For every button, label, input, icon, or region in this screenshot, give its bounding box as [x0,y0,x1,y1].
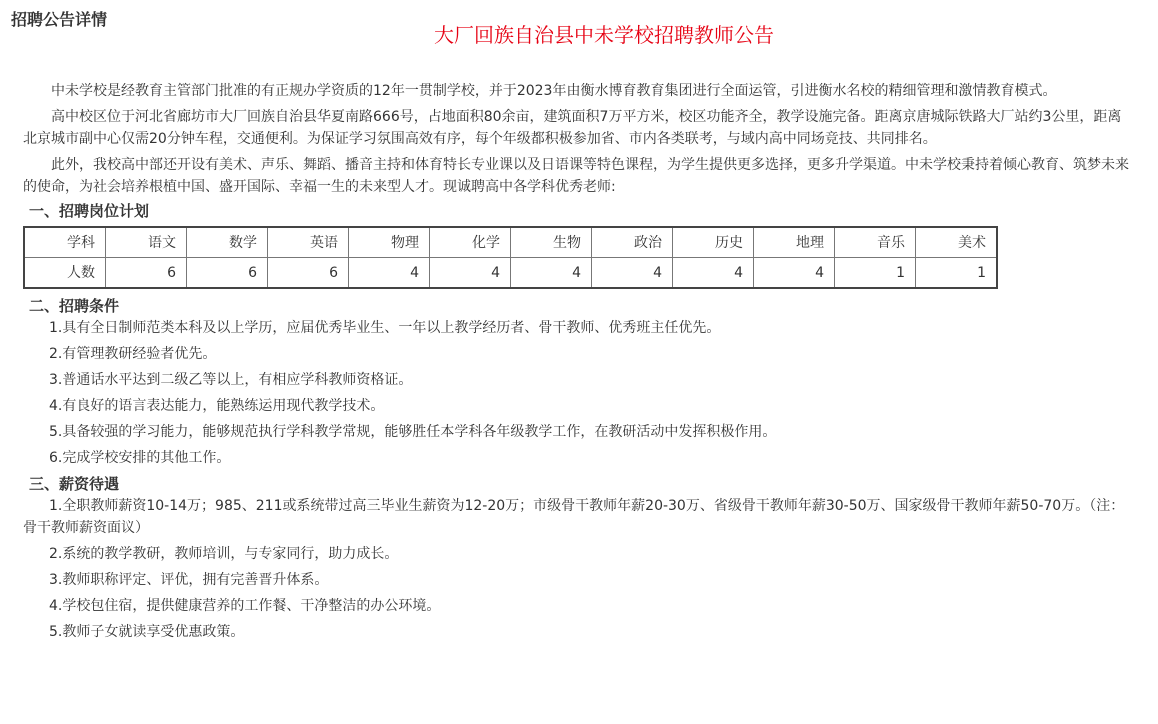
page-label: 招聘公告详情 [11,10,108,29]
table-cell: 1 [916,258,998,289]
table-header-count: 人数 [24,258,106,289]
table-cell: 4 [430,258,511,289]
intro-paragraph-3: 此外，我校高中部还开设有美术、声乐、舞蹈、播音主持和体育特长专业课以及日语课等特色课程，为学生提供更多选择，更多升学渠道。中未学校秉持着倾心教育、筑梦未来的使命，为社会培养根植中国、盛开国际、幸福一生的未来型人才。现诚聘高中各学科优秀老师: [23,157,1129,195]
table-cell: 4 [673,258,754,289]
table-cell: 数学 [187,227,268,258]
salary-item-3: 3.教师职称评定、评优，拥有完善晋升体系。 [49,572,329,588]
table-cell: 4 [754,258,835,289]
table-cell: 物理 [349,227,430,258]
intro-paragraph-1: 中未学校是经教育主管部门批准的有正规办学资质的12年一贯制学校，并于2023年由衡水博育教育集团进行全面运管，引进衡水名校的精细管理和激情教育模式。 [51,83,1057,99]
table-cell: 4 [511,258,592,289]
table-header-subject: 学科 [24,227,106,258]
requirement-item-6: 6.完成学校安排的其他工作。 [49,450,231,466]
table-cell: 1 [835,258,916,289]
salary-item-4: 4.学校包住宿，提供健康营养的工作餐、干净整洁的办公环境。 [49,598,441,614]
announcement-article [23,20,1135,647]
table-cell: 4 [349,258,430,289]
requirement-item-1: 1.具有全日制师范类本科及以上学历，应届优秀毕业生、一年以上教学经历者、骨干教师、优秀班主任优先。 [49,320,721,336]
table-row-subjects [24,227,997,258]
table-cell: 美术 [916,227,998,258]
table-cell: 化学 [430,227,511,258]
position-plan-table [23,226,998,289]
table-cell: 6 [268,258,349,289]
table-cell: 生物 [511,227,592,258]
table-cell: 6 [106,258,187,289]
section-heading-requirements: 二、招聘条件 [29,297,120,315]
table-row-counts [24,258,997,289]
table-cell: 6 [187,258,268,289]
table-cell: 4 [592,258,673,289]
section-heading-salary: 三、薪资待遇 [29,475,120,493]
table-cell: 音乐 [835,227,916,258]
salary-item-1: 1.全职教师薪资10-14万；985、211或系统带过高三毕业生薪资为12-20万；市级骨干教师年薪20-30万、省级骨干教师年薪30-50万、国家级骨干教师年薪50-70万。（注：骨干教师薪资面议） [23,498,1125,536]
intro-paragraph-2: 高中校区位于河北省廊坊市大厂回族自治县华夏南路666号，占地面积80余亩，建筑面积7万平方米，校区功能齐全，教学设施完备。距离京唐城际铁路大厂站约3公里，距离北京城市副中心仅需20分钟车程，交通便利。为保证学习氛围高效有序，每个年级都积极参加省、市内各类联考，与域内高中同场竞技、共同排名。 [23,109,1122,147]
requirement-item-2: 2.有管理教研经验者优先。 [49,346,217,362]
announcement-body [23,80,1135,643]
requirement-item-3: 3.普通话水平达到二级乙等以上，有相应学科教师资格证。 [49,372,413,388]
table-cell: 政治 [592,227,673,258]
requirement-item-5: 5.具备较强的学习能力，能够规范执行学科教学常规，能够胜任本学科各年级教学工作，在教研活动中发挥积极作用。 [49,424,777,440]
salary-item-2: 2.系统的教学教研，教师培训，与专家同行，助力成长。 [49,546,399,562]
table-cell: 英语 [268,227,349,258]
table-cell: 地理 [754,227,835,258]
announcement-title: 大厂回族自治县中未学校招聘教师公告 [434,23,774,47]
section-heading-positions: 一、招聘岗位计划 [29,202,150,220]
requirement-item-4: 4.有良好的语言表达能力，能熟练运用现代教学技术。 [49,398,385,414]
table-cell: 历史 [673,227,754,258]
table-cell: 语文 [106,227,187,258]
salary-item-5: 5.教师子女就读享受优惠政策。 [49,624,245,640]
